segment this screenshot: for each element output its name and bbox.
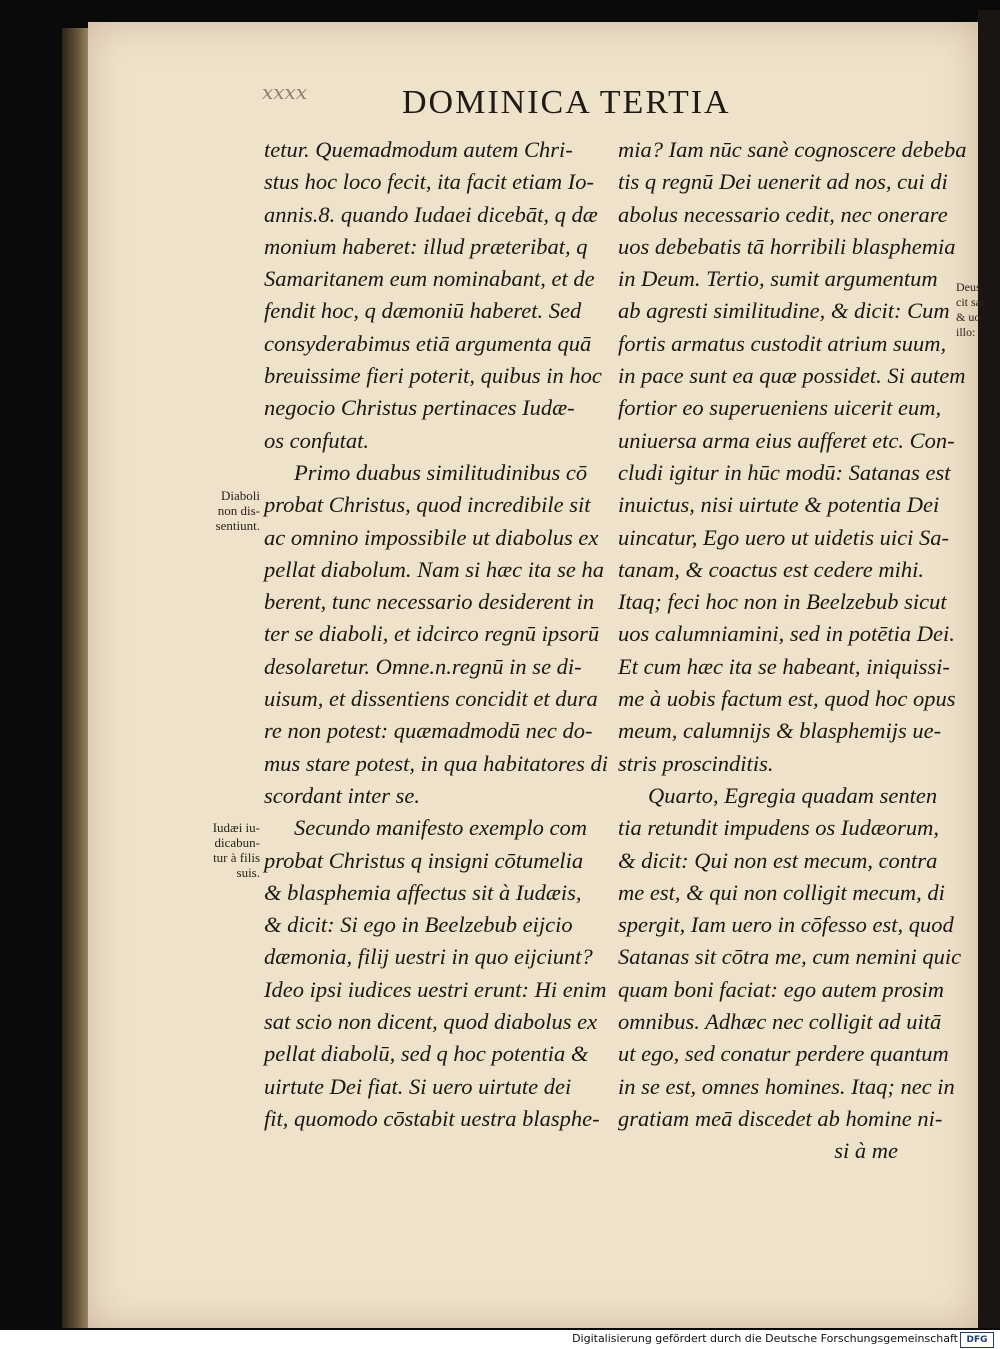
text-line: fit, quomodo cōstabit uestra blasphe- [264, 1105, 600, 1131]
text-line: scordant inter se. [264, 782, 421, 808]
text-line: sentiunt. [215, 518, 260, 533]
page-edge [978, 10, 1000, 1328]
text-line: negocio Christus pertinaces Iudæ- [264, 395, 575, 421]
text-line: Quarto, Egregia quadam senten [648, 782, 938, 808]
text-line: ab agresti similitudine, & dicit: Cum [618, 298, 950, 324]
text-line: ut ego, sed conatur perdere quantum [618, 1041, 949, 1067]
text-line: & dicit: Qui non est mecum, contra [618, 847, 938, 873]
text-line: consyderabimus etiā argumenta quā [264, 330, 592, 356]
text-line: ac omnino impossibile ut diabolus ex [264, 524, 599, 550]
text-line: ter se diaboli, et idcirco regnū ipsorū [264, 621, 600, 647]
text-line: inuictus, nisi uirtute & potentia Dei [618, 492, 940, 518]
marginal-note-deus [956, 280, 1000, 340]
text-line: uos calumniamini, sed in potētia Dei. [618, 621, 955, 647]
text-line: in pace sunt ea quæ possidet. Si autem [618, 363, 966, 389]
book-spine [62, 28, 90, 1328]
text-line: Secundo manifesto exemplo com [294, 815, 588, 841]
text-line: uincatur, Ego uero ut uidetis uici Sa- [618, 524, 950, 550]
text-line: probat Christus q insigni cōtumelia [264, 847, 584, 873]
text-line: berent, tunc necessario desiderent in [264, 589, 595, 615]
text-line: dicabun- [214, 835, 260, 850]
text-line: Itaq; feci hoc non in Beelzebub sicut [618, 589, 947, 615]
text-line: Iudæi iu- [212, 820, 260, 835]
text-line: Primo duabus similitudinibus cō [294, 459, 588, 485]
text-line: desolaretur. Omne.n.regnū in se di- [264, 653, 582, 679]
text-line: Satanas sit cōtra me, cum nemini quic [618, 944, 962, 970]
text-line: uisum, et dissentiens concidit et dura [264, 686, 598, 712]
marginal-note-iudaei [182, 820, 260, 880]
footer-bar [0, 1330, 1000, 1349]
text-line: re non potest: quæmadmodū nec do- [264, 718, 593, 744]
text-line: in Deum. Tertio, sumit argumentum [618, 266, 938, 292]
text-line: gratiam meā discedet ab homine ni- [618, 1105, 943, 1131]
text-line: breuissime fieri poterit, quibus in hoc [264, 363, 602, 389]
text-line: annis.8. quando Iudaei dicebāt, q dæ [264, 201, 598, 227]
text-line: non dis- [217, 503, 260, 518]
folio-number: xxxx [262, 80, 308, 104]
text-line: si à me [834, 1138, 898, 1164]
text-line: tis q regnū Dei uenerit ad nos, cui di [618, 169, 948, 195]
text-line: meum, calumnijs & blasphemijs ue- [618, 718, 942, 744]
text-line: mus stare potest, in qua habitatores di [264, 750, 608, 776]
text-line: abolus necessario cedit, nec onerare [618, 201, 948, 227]
text-line: me à uobis factum est, quod hoc opus [618, 686, 956, 712]
text-line: & uo [956, 310, 981, 324]
text-line: me est, & qui non colligit mecum, di [618, 879, 945, 905]
funding-credit: Digitalisierung gefördert durch die Deutsche Forschungsgemeinschaft [572, 1332, 958, 1345]
text-line: in se est, omnes homines. Itaq; nec in [618, 1073, 955, 1099]
text-line: fendit hoc, q dæmoniū haberet. Sed [264, 298, 582, 324]
text-line: uniuersa arma eius aufferet etc. Con- [618, 427, 955, 453]
text-line: quam boni faciat: ego autem prosim [618, 976, 945, 1002]
text-line: tanam, & coactus est cedere mihi. [618, 556, 924, 582]
text-line: cit sat [956, 295, 985, 309]
text-line: dæmonia, filij uestri in quo eijciunt? [264, 944, 593, 970]
marginal-note-diaboli [182, 488, 260, 533]
text-line: Et cum hæc ita se habeant, iniquissi- [618, 653, 950, 679]
text-line: cludi igitur in hūc modū: Satanas est [618, 459, 951, 485]
text-line: Deus [956, 280, 981, 294]
text-line: fortis armatus custodit atrium suum, [618, 330, 947, 356]
left-text-column [264, 134, 608, 1135]
text-line: Diaboli [221, 488, 260, 503]
text-line: sat scio non dicent, quod diabolus ex [264, 1009, 598, 1035]
dfg-logo: DFG [960, 1332, 994, 1348]
text-line: & blasphemia affectus sit à Iudæis, [264, 879, 582, 905]
text-line: illo: [956, 325, 976, 339]
text-line: stus hoc loco fecit, ita facit etiam Io- [264, 169, 594, 195]
text-line: uirtute Dei fiat. Si uero uirtute dei [264, 1073, 572, 1099]
running-head: DOMINICA TERTIA [402, 84, 731, 121]
text-line: tetur. Quemadmodum autem Chri- [264, 137, 573, 162]
text-line: monium haberet: illud præteribat, q [264, 233, 588, 259]
text-line: tia retundit impudens os Iudæorum, [618, 815, 940, 841]
text-line: stris proscinditis. [618, 750, 774, 776]
text-line: tur à filis [213, 850, 260, 865]
text-line: & dicit: Si ego in Beelzebub eijcio [264, 912, 573, 938]
text-line: suis. [236, 865, 260, 880]
text-line: mia? Iam nūc sanè cognoscere debeba [618, 137, 967, 162]
text-line: uos debebatis tā horribili blasphemia [618, 233, 956, 259]
text-line: Ideo ipsi iudices uestri erunt: Hi enim [264, 976, 607, 1002]
text-line: probat Christus, quod incredibile sit [264, 492, 591, 518]
text-line: os confutat. [264, 427, 369, 453]
text-line: pellat diabolum. Nam si hæc ita se ha [264, 556, 604, 582]
text-line: Samaritanem eum nominabant, et de [264, 266, 595, 292]
text-line: pellat diabolū, sed q hoc potentia & [264, 1041, 589, 1067]
text-line: spergit, Iam uero in cōfesso est, quod [618, 912, 954, 938]
text-line: omnibus. Adhæc nec colligit ad uitā [618, 1009, 942, 1035]
text-line: fortior eo superueniens uicerit eum, [618, 395, 942, 421]
